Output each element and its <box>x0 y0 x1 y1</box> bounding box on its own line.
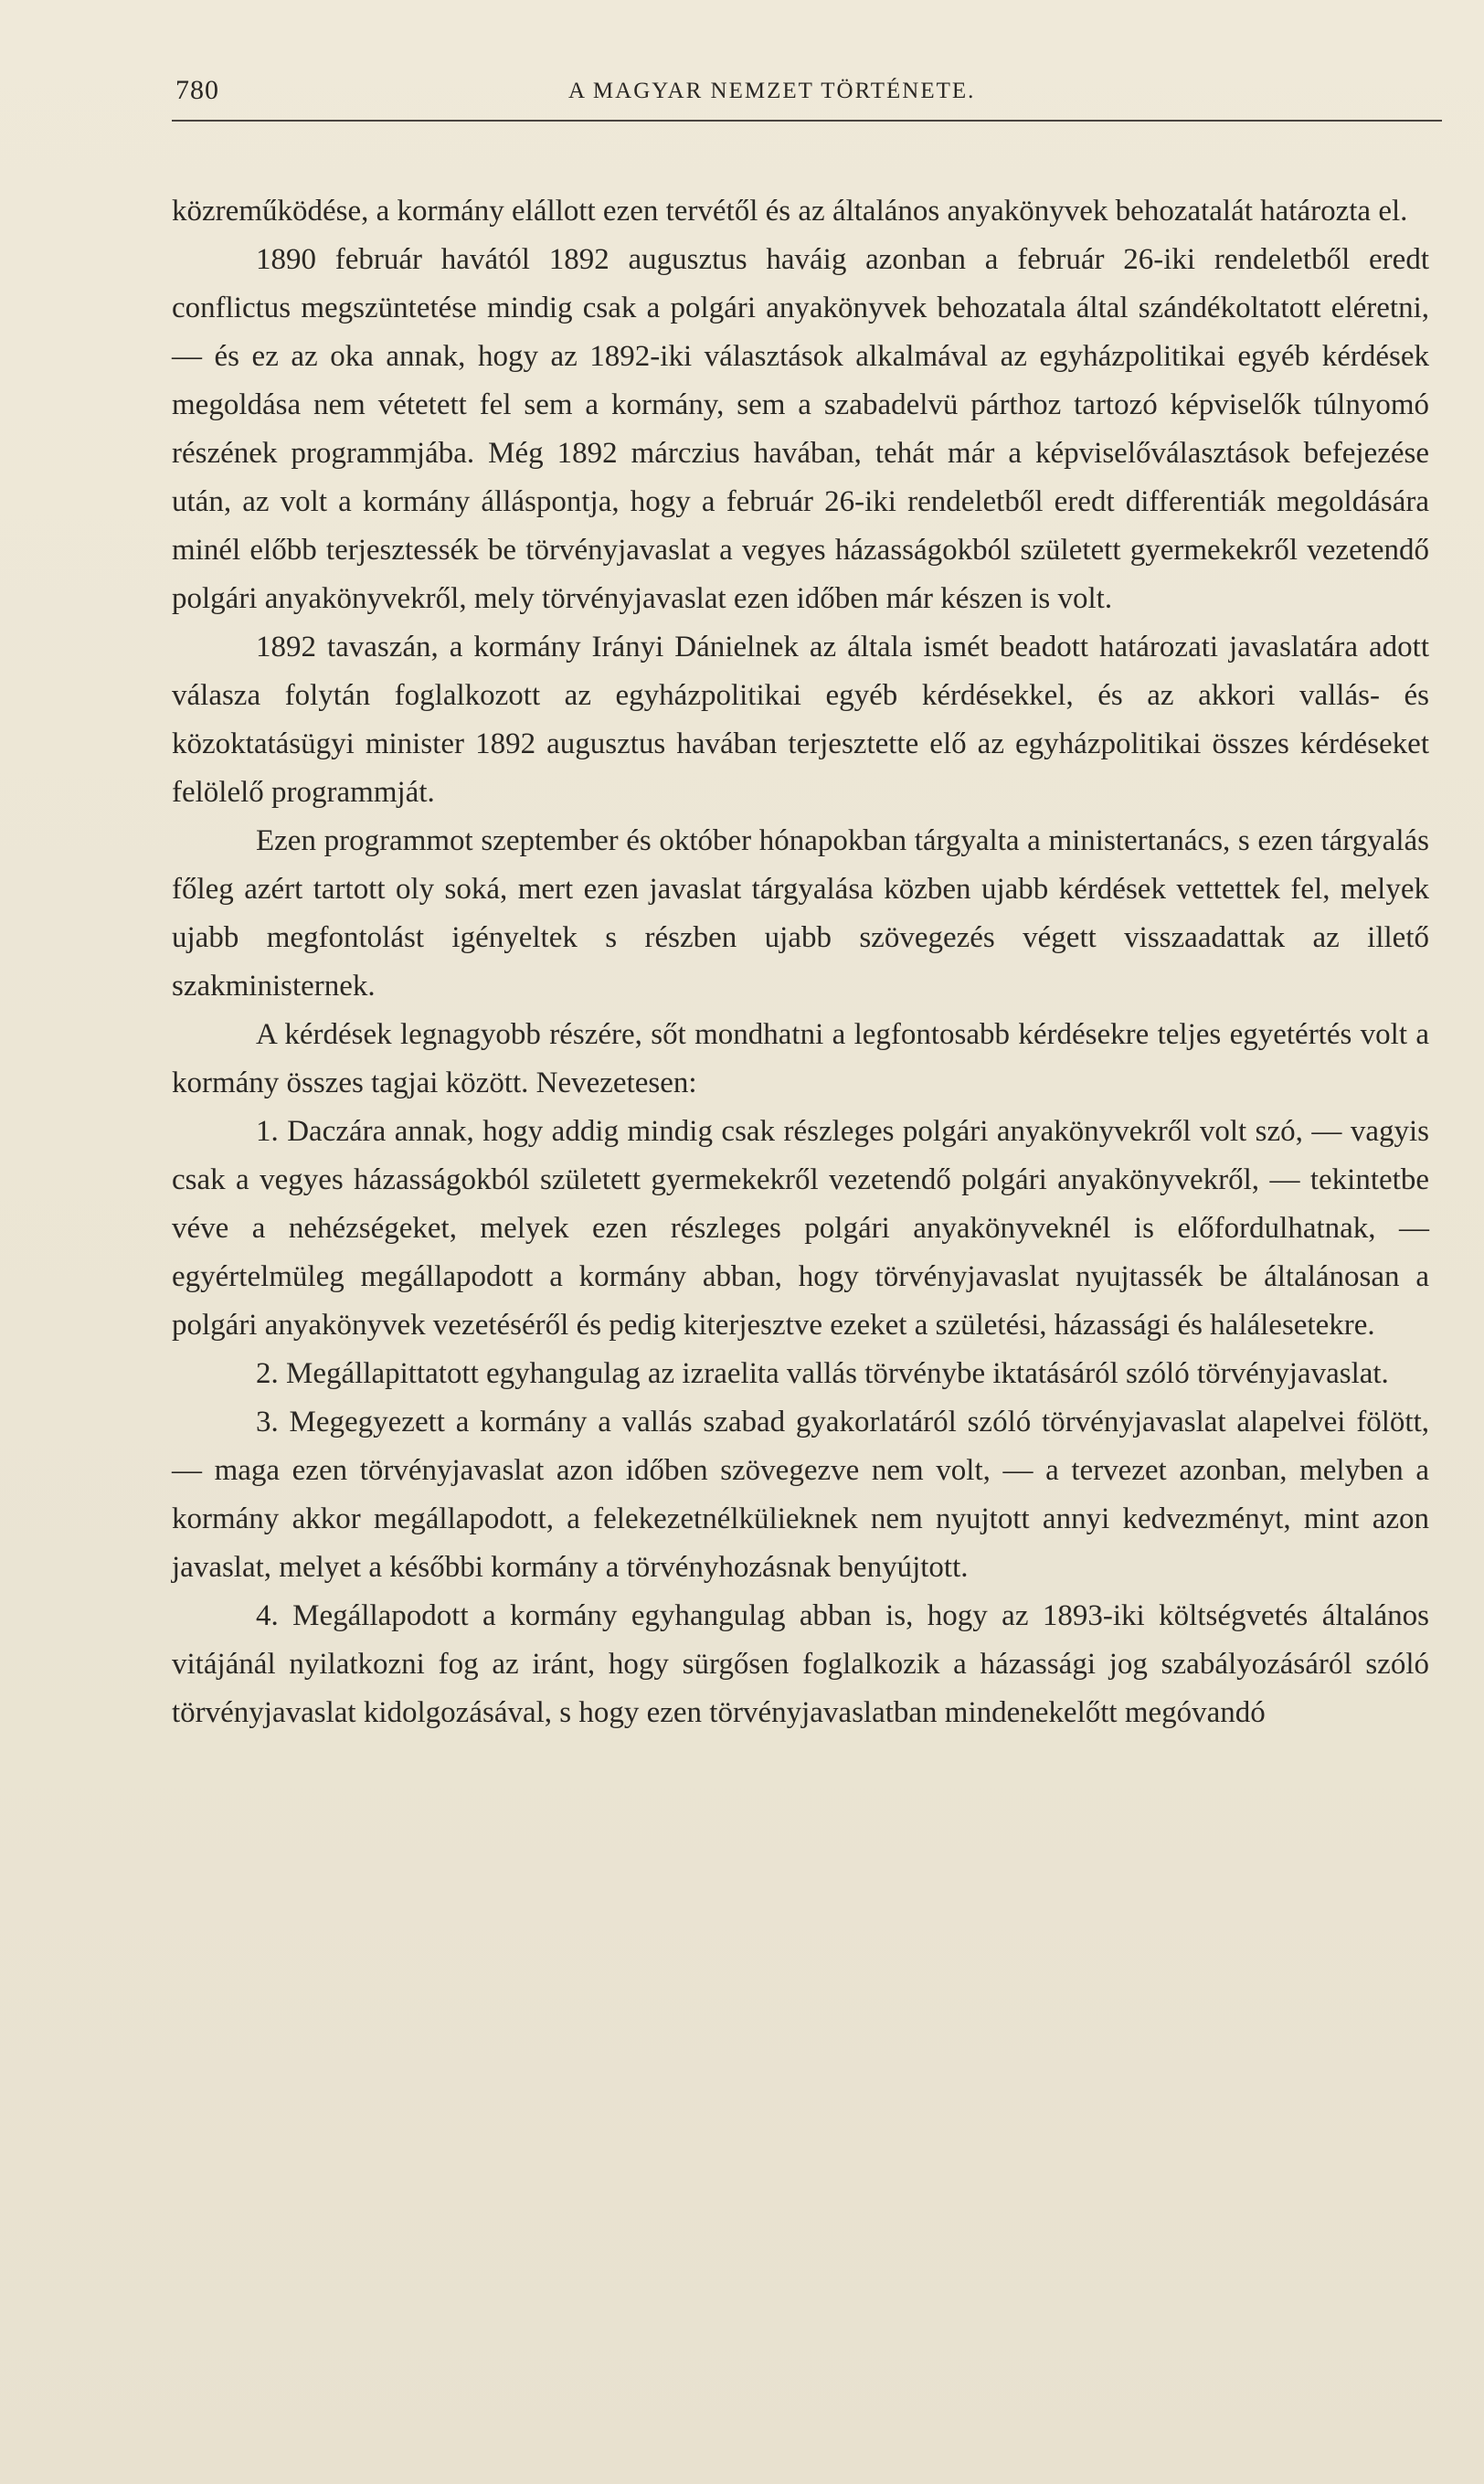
paragraph: A kérdések legnagyobb részére, sőt mondhatni a legfontosabb kérdésekre teljes egyetértés volt a kormány összes tagjai között. Nevezetesen: <box>172 1018 1429 1099</box>
paragraph: 1892 tavaszán, a kormány Irányi Dánielnek az általa ismét beadott határozati javaslatára adott válasza folytán foglalkozott az egyházpolitikai egyéb kérdésekkel, és az akkori vallás- és közoktatásügyi minister 1892 augusztus havában terjesztette elő az egyházpolitikai összes kérdéseket felölelő programmját. <box>172 631 1429 809</box>
numbered-paragraph-4: 4. Megállapodott a kormány egyhangulag abban is, hogy az 1893-iki költségvetés általános vitájánál nyilatkozni fog az iránt, hogy sürgősen foglalkozik a házassági jog szabályozásáról szóló törvényjavaslat kidolgozásával, s hogy ezen törvényjavaslatban mindenekelőtt megóvandó <box>172 1599 1429 1729</box>
numbered-paragraph-2: 2. Megállapittatott egyhangulag az izraelita vallás törvénybe iktatásáról szóló törvényjavaslat. <box>256 1357 1389 1390</box>
paragraph: Ezen programmot szeptember és október hónapokban tárgyalta a ministertanács, s ezen tárgyalás főleg azért tartott oly soká, mert ezen javaslat tárgyalása közben ujabb kérdések vettettek fel, melyek ujabb megfontolást igényeltek s részben ujabb szövegezés végett visszaadattak az illető szakministernek. <box>172 824 1429 1003</box>
page-number: 780 <box>175 75 219 105</box>
body-text <box>172 187 1429 1737</box>
paragraph: 1890 február havától 1892 augusztus haváig azonban a február 26-iki rendeletből eredt conflictus megszüntetése mindig csak a polgári anyakönyvek behozatala által szándékoltatott eléretni, — és ez az oka annak, hogy az 1892-iki választások alkalmával az egyházpolitikai egyéb kérdések megoldása nem vétetett fel sem a kormány, sem a szabadelvü párthoz tartozó képviselők túlnyomó részének programmjába. Még 1892 márczius havában, tehát már a képviselőválasztások befejezése után, az volt a kormány álláspontja, hogy a február 26-iki rendeletből eredt differentiák megoldására minél előbb terjesztessék be törvényjavaslat a vegyes házasságokból született gyermekekről vezetendő polgári anyakönyvekről, mely törvényjavaslat ezen időben már készen is volt. <box>172 243 1429 615</box>
header-rule <box>172 120 1442 122</box>
paragraph-continued: közreműködése, a kormány elállott ezen tervétől és az általános anyakönyvek behozatalát határozta el. <box>172 195 1408 228</box>
page-header <box>175 75 1441 117</box>
running-title: A MAGYAR NEMZET TÖRTÉNETE. <box>568 79 976 103</box>
numbered-paragraph-1: 1. Daczára annak, hogy addig mindig csak részleges polgári anyakönyvekről volt szó, — vagyis csak a vegyes házasságokból született gyermekekről vezetendő polgári anyakönyvekről, — tekintetbe véve a nehézségeket, melyek ezen részleges polgári anyakönyveknél is előfordulhatnak, — egyértelmüleg megállapodott a kormány abban, hogy törvényjavaslat nyujtassék be általánosan a polgári anyakönyvek vezetéséről és pedig kiterjesztve ezeket a születési, házassági és halálesetekre. <box>172 1115 1429 1342</box>
numbered-paragraph-3: 3. Megegyezett a kormány a vallás szabad gyakorlatáról szóló törvényjavaslat alapelvei fölött, — maga ezen törvényjavaslat azon időben szövegezve nem volt, — a tervezet azonban, melyben a kormány akkor megállapodott, a felekezetnélkülieknek nem nyujtott annyi kedvezményt, mint azon javaslat, melyet a későbbi kormány a törvényhozásnak benyújtott. <box>172 1406 1429 1584</box>
